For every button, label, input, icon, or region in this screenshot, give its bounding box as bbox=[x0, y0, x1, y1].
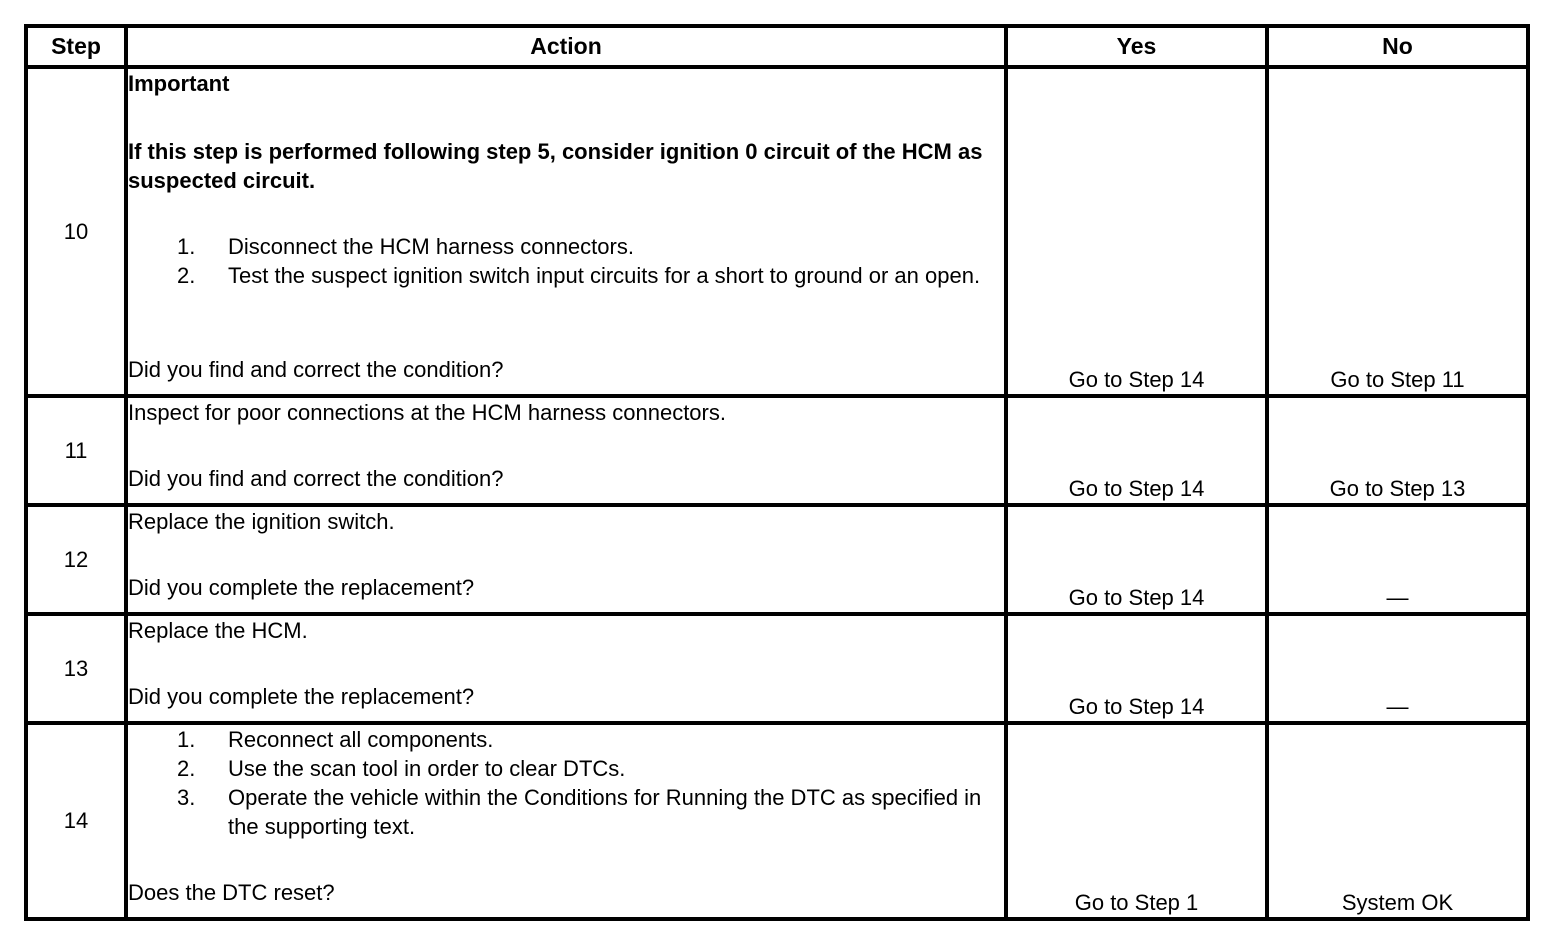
question-text: Does the DTC reset? bbox=[128, 880, 335, 905]
header-row bbox=[26, 26, 1528, 67]
step-number: 11 bbox=[26, 396, 126, 505]
action-cell bbox=[126, 396, 1006, 505]
substep-list bbox=[128, 232, 1004, 290]
no-outcome: — bbox=[1267, 505, 1528, 614]
yes-outcome: Go to Step 14 bbox=[1006, 396, 1267, 505]
substep-text: Test the suspect ignition switch input circuits for a short to ground or an open. bbox=[228, 263, 981, 288]
substep-number: 1. bbox=[177, 234, 196, 259]
table-row bbox=[26, 614, 1528, 723]
substep-text: Use the scan tool in order to clear DTCs. bbox=[228, 756, 626, 781]
substep-number: 2. bbox=[177, 263, 196, 288]
table-row bbox=[26, 67, 1528, 396]
instruction-text: Inspect for poor connections at the HCM harness connectors. bbox=[128, 400, 726, 425]
list-item bbox=[128, 754, 1004, 783]
table-row bbox=[26, 723, 1528, 919]
substep-number: 1. bbox=[177, 727, 196, 752]
header-action: Action bbox=[126, 26, 1006, 67]
action-cell bbox=[126, 614, 1006, 723]
question-text: Did you find and correct the condition? bbox=[128, 357, 504, 382]
substep-text: Disconnect the HCM harness connectors. bbox=[228, 234, 634, 259]
substep-number: 3. bbox=[177, 785, 196, 810]
yes-outcome: Go to Step 14 bbox=[1006, 67, 1267, 396]
diagnostic-steps-table bbox=[24, 24, 1530, 921]
no-outcome: — bbox=[1267, 614, 1528, 723]
header-step: Step bbox=[26, 26, 126, 67]
list-item bbox=[128, 725, 1004, 754]
substep-number: 2. bbox=[177, 756, 196, 781]
yes-outcome: Go to Step 1 bbox=[1006, 723, 1267, 919]
no-outcome: Go to Step 13 bbox=[1267, 396, 1528, 505]
yes-outcome: Go to Step 14 bbox=[1006, 505, 1267, 614]
question-text: Did you find and correct the condition? bbox=[128, 466, 504, 491]
table-row bbox=[26, 396, 1528, 505]
yes-outcome: Go to Step 14 bbox=[1006, 614, 1267, 723]
instruction-text: Replace the HCM. bbox=[128, 618, 308, 643]
action-cell bbox=[126, 67, 1006, 396]
step-number: 12 bbox=[26, 505, 126, 614]
step-number: 10 bbox=[26, 67, 126, 396]
no-outcome: Go to Step 11 bbox=[1267, 67, 1528, 396]
substep-list bbox=[128, 725, 1004, 841]
question-text: Did you complete the replacement? bbox=[128, 684, 475, 709]
table-row bbox=[26, 505, 1528, 614]
instruction-text: Replace the ignition switch. bbox=[128, 509, 395, 534]
important-note: If this step is performed following step 5, consider ignition 0 circuit of the HCM as suspected circuit. bbox=[128, 139, 983, 193]
action-cell bbox=[126, 723, 1006, 919]
list-item bbox=[128, 261, 1004, 290]
no-outcome: System OK bbox=[1267, 723, 1528, 919]
step-number: 13 bbox=[26, 614, 126, 723]
substep-text: Operate the vehicle within the Conditions for Running the DTC as specified in the supporting text. bbox=[228, 785, 982, 839]
action-cell bbox=[126, 505, 1006, 614]
list-item bbox=[128, 783, 1004, 841]
question-text: Did you complete the replacement? bbox=[128, 575, 475, 600]
important-label: Important bbox=[128, 71, 230, 96]
list-item bbox=[128, 232, 1004, 261]
header-no: No bbox=[1267, 26, 1528, 67]
step-number: 14 bbox=[26, 723, 126, 919]
substep-text: Reconnect all components. bbox=[228, 727, 494, 752]
header-yes: Yes bbox=[1006, 26, 1267, 67]
